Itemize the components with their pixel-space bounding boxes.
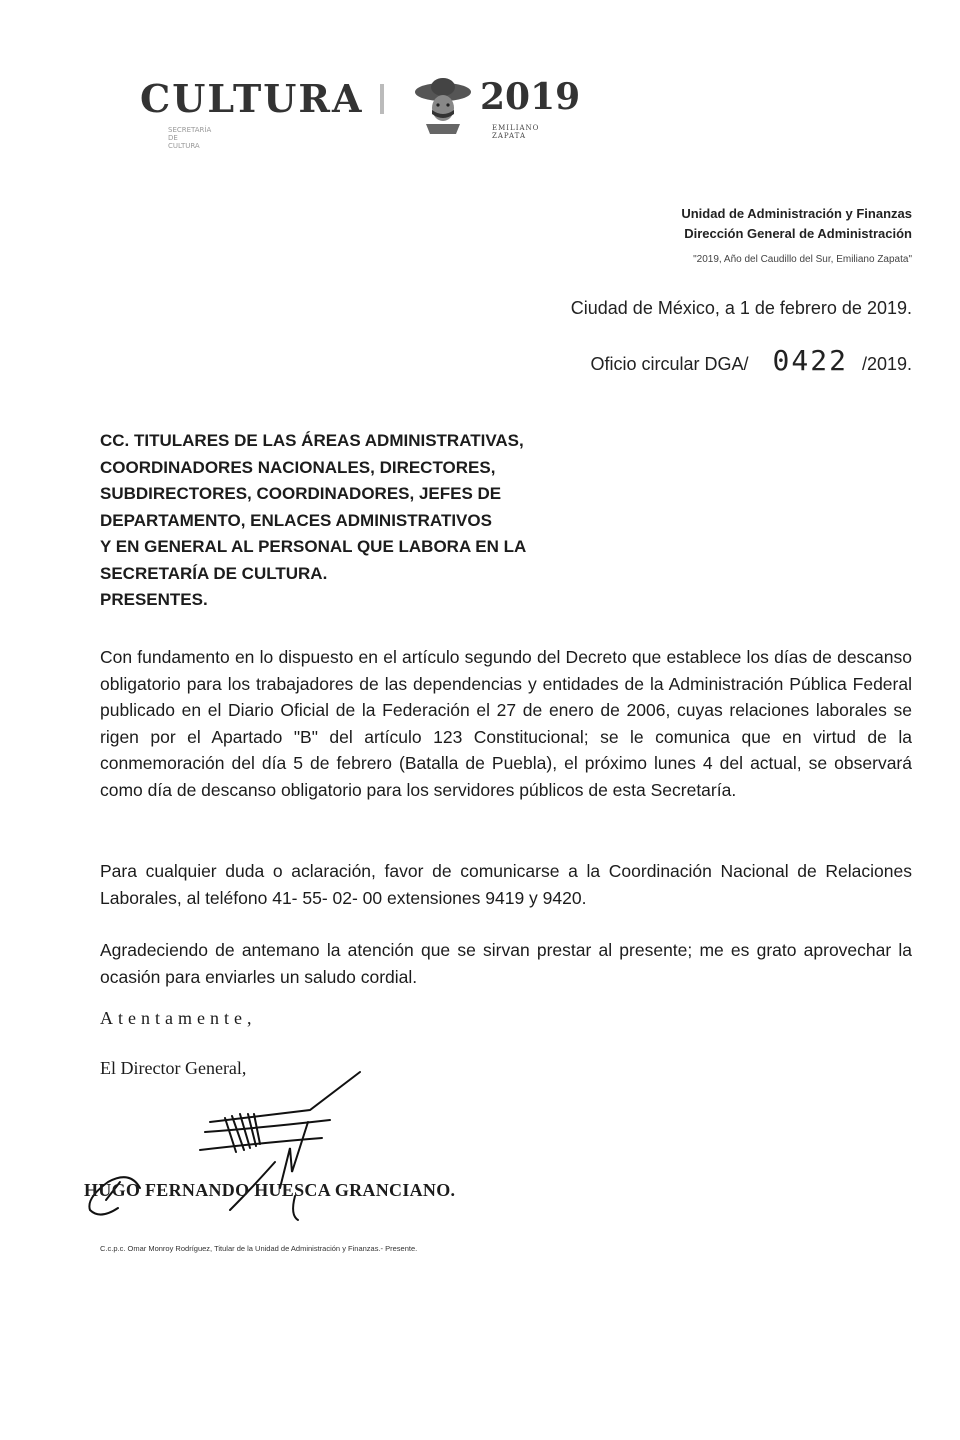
letter-date: Ciudad de México, a 1 de febrero de 2019.	[570, 298, 912, 318]
year-motto: "2019, Año del Caudillo del Sur, Emiliano Zapata"	[693, 254, 912, 265]
issuing-unit	[681, 204, 912, 265]
logo-divider	[380, 84, 384, 114]
body-paragraph-2: Para cualquier duda o aclaración, favor de comunicarse a la Coordinación Nacional de Relaciones Laborales, al teléfono 41- 55- 02- 00 extensiones 9419 y 9420.	[100, 861, 912, 908]
directorate-name: Dirección General de Administración	[684, 226, 912, 241]
addressee-line: PRESENTES.	[100, 590, 208, 609]
oficio-reference	[590, 344, 912, 377]
oficio-prefix: Oficio circular DGA/	[590, 354, 749, 374]
addressee-line: Y EN GENERAL AL PERSONAL QUE LABORA EN LA	[100, 537, 527, 556]
logo-year: 2019	[480, 76, 581, 118]
addressee-line: SUBDIRECTORES, COORDINADORES, JEFES DE	[100, 484, 502, 503]
body-paragraph-1: Con fundamento en lo dispuesto en el artículo segundo del Decreto que establece los días de descanso obligatorio para los trabajadores de las dependencias y entidades de la Administración Pública Federal publicado en el Diario Oficial de la Federación el 27 de enero de 2006, cuyas relaciones laborales se rigen por el Apartado "B" del artículo 123 Constitucional; se le comunica que en virtud de la conmemoración del día 5 de febrero (Batalla de Puebla), el próximo lunes 4 del actual, se observará como día de descanso obligatorio para los servidores públicos de esta Secretaría.	[100, 647, 912, 800]
signer-name: HUGO FERNANDO HUESCA GRANCIANO.	[84, 1180, 456, 1200]
addressee-line: CC. TITULARES DE LAS ÁREAS ADMINISTRATIVAS,	[100, 431, 524, 450]
addressee-line: SECRETARÍA DE CULTURA.	[100, 563, 328, 583]
addressee-block	[100, 428, 580, 614]
handwritten-signature-icon	[60, 1070, 380, 1230]
logo-small-text: SECRETARÍA DE CULTURA	[168, 126, 212, 150]
logo-word: CULTURA	[140, 76, 364, 121]
body-paragraph-3: Agradeciendo de antemano la atención que se sirvan prestar al presente; me es grato aprovechar la ocasión para enviarles un saludo cordial.	[100, 940, 912, 987]
carbon-copy-note: C.c.p.c. Omar Monroy Rodríguez, Titular de la Unidad de Administración y Finanzas.- Presente.	[100, 1244, 418, 1253]
unit-name: Unidad de Administración y Finanzas	[681, 206, 912, 221]
zapata-emblem-icon	[410, 70, 476, 136]
oficio-number: 0422	[772, 344, 848, 377]
director-title: El Director General,	[100, 1058, 247, 1078]
emblem-caption: EMILIANO ZAPATA	[492, 124, 540, 140]
addressee-line: COORDINADORES NACIONALES, DIRECTORES,	[100, 457, 496, 477]
oficio-suffix: /2019.	[861, 354, 912, 374]
addressee-line: DEPARTAMENTO, ENLACES ADMINISTRATIVOS	[100, 510, 492, 530]
closing: Atentamente,	[100, 1008, 257, 1028]
